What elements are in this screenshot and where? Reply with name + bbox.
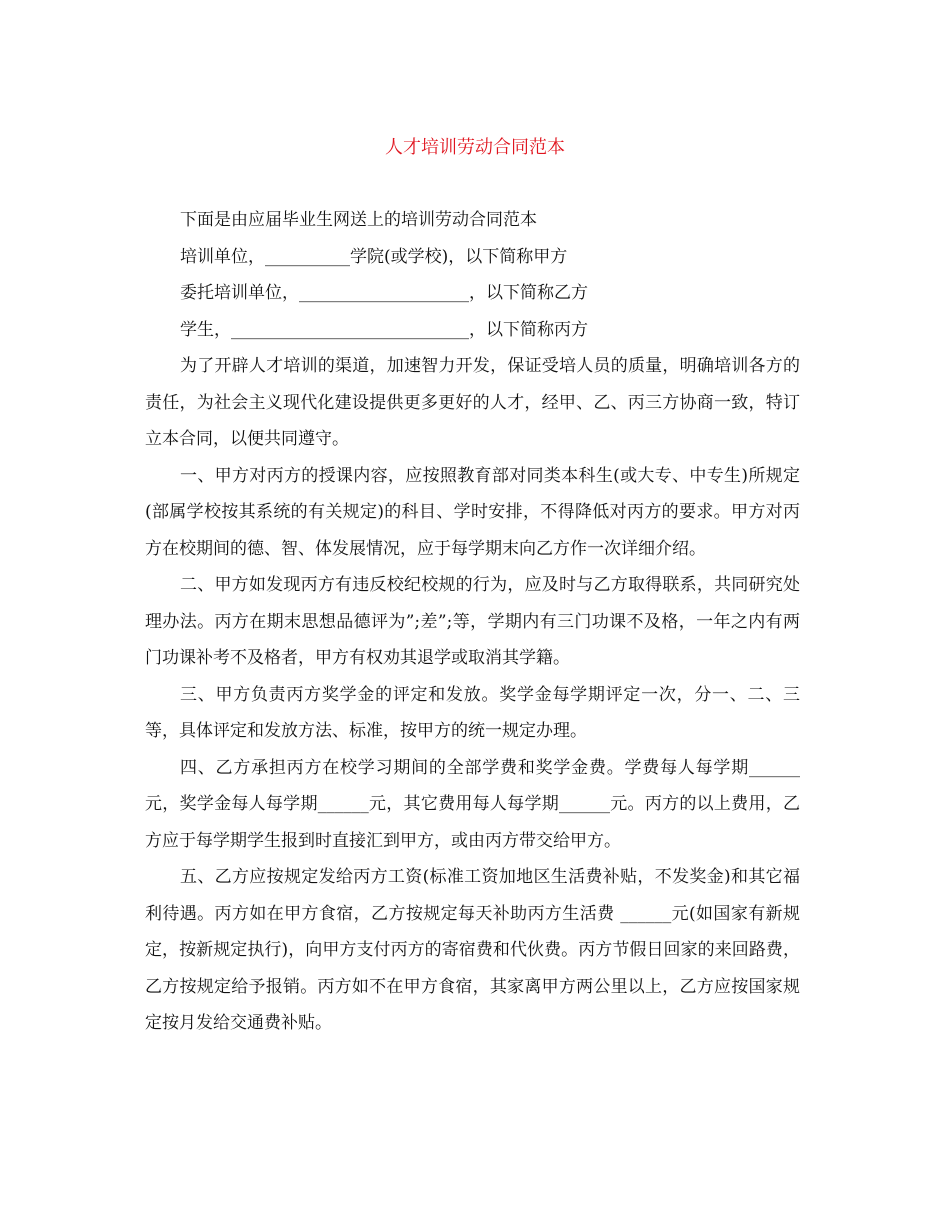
paragraph-party-a: 培训单位，__________学院(或学校)，以下简称甲方 (180, 246, 568, 267)
paragraph-clause-5: 五、乙方应按规定发给丙方工资(标准工资加地区生活费补贴，不发奖金)和其它福利待遇。丙方如在甲方食宿，乙方按规定每天补助丙方生活费 ______元(如国家有新规定，按新规定执行)，向甲方支付丙方的寄宿费和代伙费。丙方节假日回家的来回路费，乙方按规定给予报销。丙方如不在甲方食宿，其家离甲方两公里以上，乙方应按国家规定按月发给交通费补贴。 (145, 867, 800, 1033)
document-body (145, 202, 800, 1042)
paragraph-clause-4: 四、乙方承担丙方在校学习期间的全部学费和奖学金费。学费每人每学期______元，奖学金每人每学期______元，其它费用每人每学期______元。丙方的以上费用，乙方应于每学期学生报到时直接汇到甲方，或由丙方带交给甲方。 (145, 757, 800, 851)
paragraph-clause-3: 三、甲方负责丙方奖学金的评定和发放。奖学金每学期评定一次，分一、二、三等，具体评定和发放方法、标准，按甲方的统一规定办理。 (145, 684, 800, 741)
paragraph-clause-2: 二、甲方如发现丙方有违反校纪校规的行为，应及时与乙方取得联系，共同研究处理办法。丙方在期末思想品德评为”;差”;等，学期内有三门功课不及格，一年之内有两门功课补考不及格者，甲方有权劝其退学或取消其学籍。 (145, 575, 800, 668)
paragraph-clause-1: 一、甲方对丙方的授课内容，应按照教育部对同类本科生(或大专、中专生)所规定(部属学校按其系统的有关规定)的科目、学时安排，不得降低对丙方的要求。甲方对丙方在校期间的德、智、体发展情况，应于每学期末向乙方作一次详细介绍。 (145, 465, 800, 559)
paragraph-preamble: 为了开辟人才培训的渠道，加速智力开发，保证受培人员的质量，明确培训各方的责任，为社会主义现代化建设提供更多更好的人才，经甲、乙、丙三方协商一致，特订立本合同，以便共同遵守。 (145, 356, 800, 449)
paragraph-party-c: 学生，____________________________，以下简称丙方 (180, 319, 588, 340)
paragraph-intro: 下面是由应届毕业生网送上的培训劳动合同范本 (180, 210, 537, 230)
document-title: 人才培训劳动合同范本 (385, 137, 565, 158)
paragraph-party-b: 委托培训单位，____________________，以下简称乙方 (180, 283, 588, 303)
